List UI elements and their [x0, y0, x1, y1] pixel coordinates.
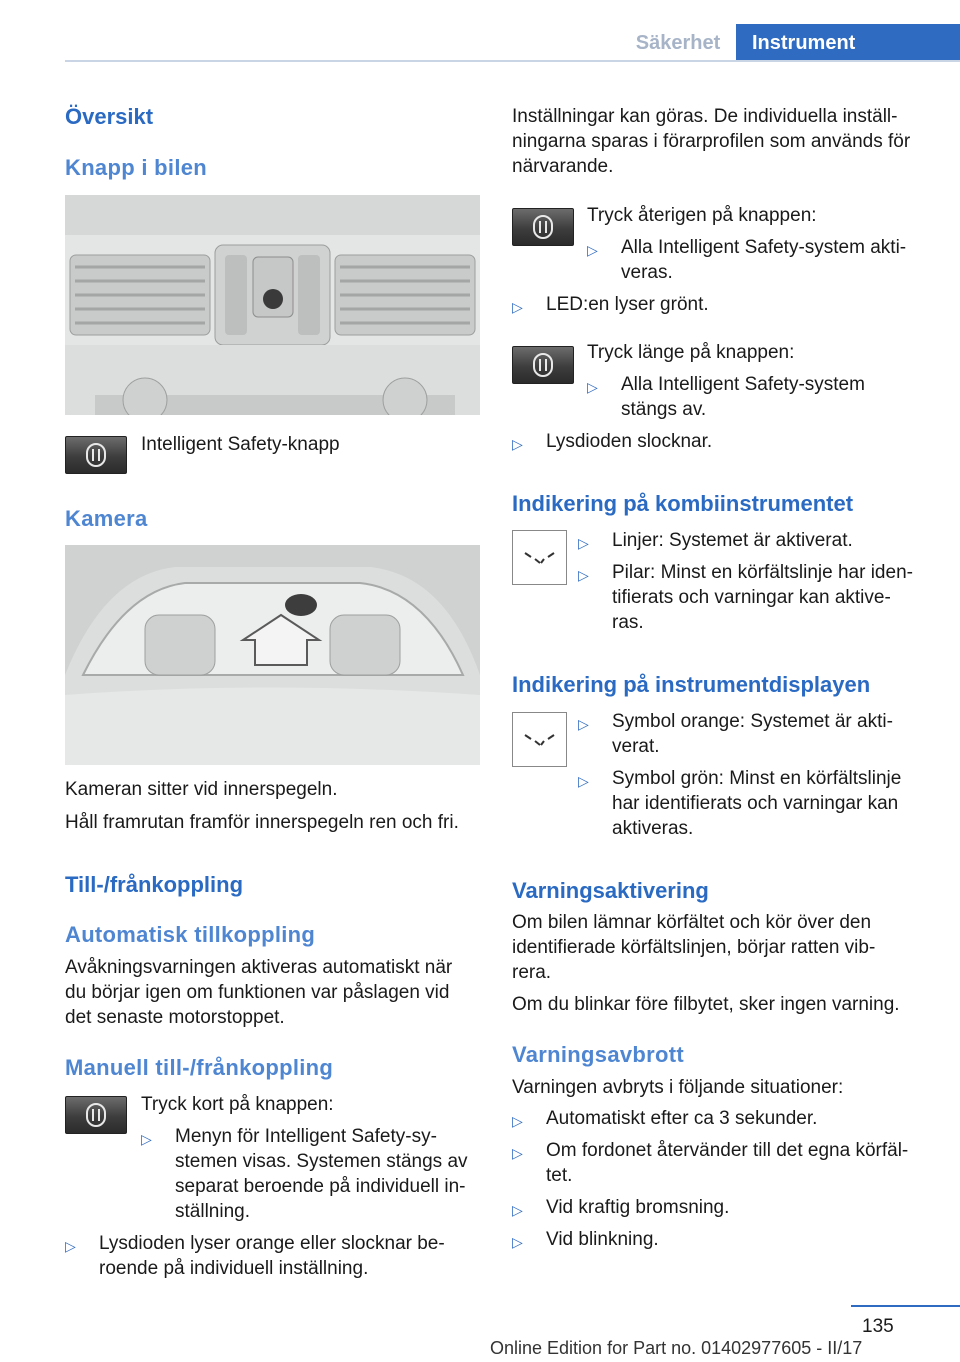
auto-text: Avåkningsvarningen aktiveras automatiskt när du börjar igen om funktionen var påslagen vid det senaste motorstoppet. — [65, 957, 453, 1028]
list-item: ▷ Symbol grön: Minst en körfältslinje har identifierats och varningar kan aktiveras. — [578, 768, 902, 839]
triangle-bullet-icon: ▷ — [512, 1145, 523, 1161]
camera-clean-text: Håll framrutan framför innerspegeln ren och fri. — [65, 812, 459, 833]
warning-abort-heading: Varningsavbrott — [512, 1042, 684, 1067]
list-item: ▷ Linjer: Systemet är aktiverat. — [578, 528, 953, 553]
warning-abort-intro: Varningen avbryts i följande situationer: — [512, 1077, 844, 1098]
lane-lines-icon — [512, 712, 567, 767]
triangle-bullet-icon: ▷ — [578, 535, 589, 551]
triangle-bullet-icon: ▷ — [512, 1202, 523, 1218]
warning-blink-text: Om du blinkar före filbytet, sker ingen varning. — [512, 994, 900, 1015]
list-item: ▷ Om fordonet återvänder till det egna körfäl- tet. — [512, 1140, 909, 1186]
warning-abort-list — [512, 1106, 952, 1252]
button-caption: Intelligent Safety-knapp — [141, 434, 340, 455]
list-item: ▷ Lysdioden lyser orange eller slocknar be- roende på individuell inställning. — [65, 1233, 445, 1279]
list-item: ▷ Vid kraftig bromsning. — [512, 1195, 952, 1220]
settings-text: Inställningar kan göras. De individuella inställ- ningarna sparas i förarprofilen som används för närvarande. — [512, 106, 911, 177]
triangle-bullet-icon: ▷ — [578, 567, 589, 583]
intelligent-safety-button-icon — [65, 1096, 127, 1134]
intelligent-safety-button-icon — [65, 436, 127, 474]
triangle-bullet-icon: ▷ — [512, 1234, 523, 1250]
list-item: ▷ Menyn för Intelligent Safety-sy- stemen visas. Systemen stängs av separat beroende på individuell in- ställning. — [141, 1126, 468, 1222]
manual-heading: Manuell till-/frånkoppling — [65, 1055, 334, 1080]
overview-heading: Översikt — [65, 104, 154, 129]
manual-list — [141, 1124, 481, 1224]
list-item: ▷ Alla Intelligent Safety-system stängs av. — [587, 374, 865, 420]
cluster-heading: Indikering på kombiinstrumentet — [512, 491, 854, 516]
header-divider — [65, 60, 960, 62]
camera-heading: Kamera — [65, 506, 148, 531]
intelligent-safety-button-icon — [512, 208, 574, 246]
edition-text: Online Edition for Part no. 01402977605 - II/17 — [490, 1338, 863, 1358]
press-long-list — [587, 372, 947, 422]
press-again-text: Tryck återigen på knappen: — [587, 205, 817, 226]
list-item: ▷ Vid blinkning. — [512, 1227, 952, 1252]
triangle-bullet-icon: ▷ — [512, 299, 523, 315]
lane-lines-icon — [512, 530, 567, 585]
press-long-text: Tryck länge på knappen: — [587, 342, 795, 363]
press-again-list — [587, 235, 947, 285]
led-green-list — [512, 292, 952, 317]
tab-safety[interactable]: Säkerhet — [635, 32, 721, 54]
triangle-bullet-icon: ▷ — [578, 716, 589, 732]
triangle-bullet-icon: ▷ — [141, 1131, 152, 1147]
manual-press-text: Tryck kort på knappen: — [141, 1094, 334, 1115]
warning-activation-text: Om bilen lämnar körfältet och kör över den identifierade körfältslinjen, börjar ratten vib- rera. — [512, 912, 876, 983]
camera-location-text: Kameran sitter vid innerspegeln. — [65, 779, 338, 800]
dashboard-photo — [65, 195, 480, 415]
button-heading: Knapp i bilen — [65, 155, 208, 180]
triangle-bullet-icon: ▷ — [512, 436, 523, 452]
tab-instrument[interactable]: Instrument — [736, 24, 960, 62]
list-item: ▷ Pilar: Minst en körfältslinje har iden- tifierats och varningar kan aktive- ras. — [578, 562, 913, 633]
cluster-list — [578, 528, 953, 635]
display-list — [578, 709, 953, 841]
list-item: ▷ Automatiskt efter ca 3 sekunder. — [512, 1106, 952, 1131]
onoff-heading: Till-/frånkoppling — [65, 872, 244, 897]
triangle-bullet-icon: ▷ — [512, 1113, 523, 1129]
auto-heading: Automatisk tillkoppling — [65, 922, 316, 947]
triangle-bullet-icon: ▷ — [587, 379, 598, 395]
warning-activation-heading: Varningsaktivering — [512, 878, 709, 903]
triangle-bullet-icon: ▷ — [578, 773, 589, 789]
windshield-camera-photo — [65, 545, 480, 765]
list-item: ▷ Symbol orange: Systemet är akti- verat. — [578, 711, 893, 757]
list-item: ▷ LED:en lyser grönt. — [512, 292, 952, 317]
list-item: ▷ Lysdioden slocknar. — [512, 429, 952, 454]
display-heading: Indikering på instrumentdisplayen — [512, 672, 871, 697]
footer-divider — [851, 1305, 960, 1307]
list-item: ▷ Alla Intelligent Safety-system akti- veras. — [587, 237, 907, 283]
led-off-list — [512, 429, 952, 454]
page-number: 135 — [862, 1316, 894, 1337]
triangle-bullet-icon: ▷ — [587, 242, 598, 258]
led-list — [65, 1231, 485, 1281]
triangle-bullet-icon: ▷ — [65, 1238, 76, 1254]
intelligent-safety-button-icon — [512, 346, 574, 384]
